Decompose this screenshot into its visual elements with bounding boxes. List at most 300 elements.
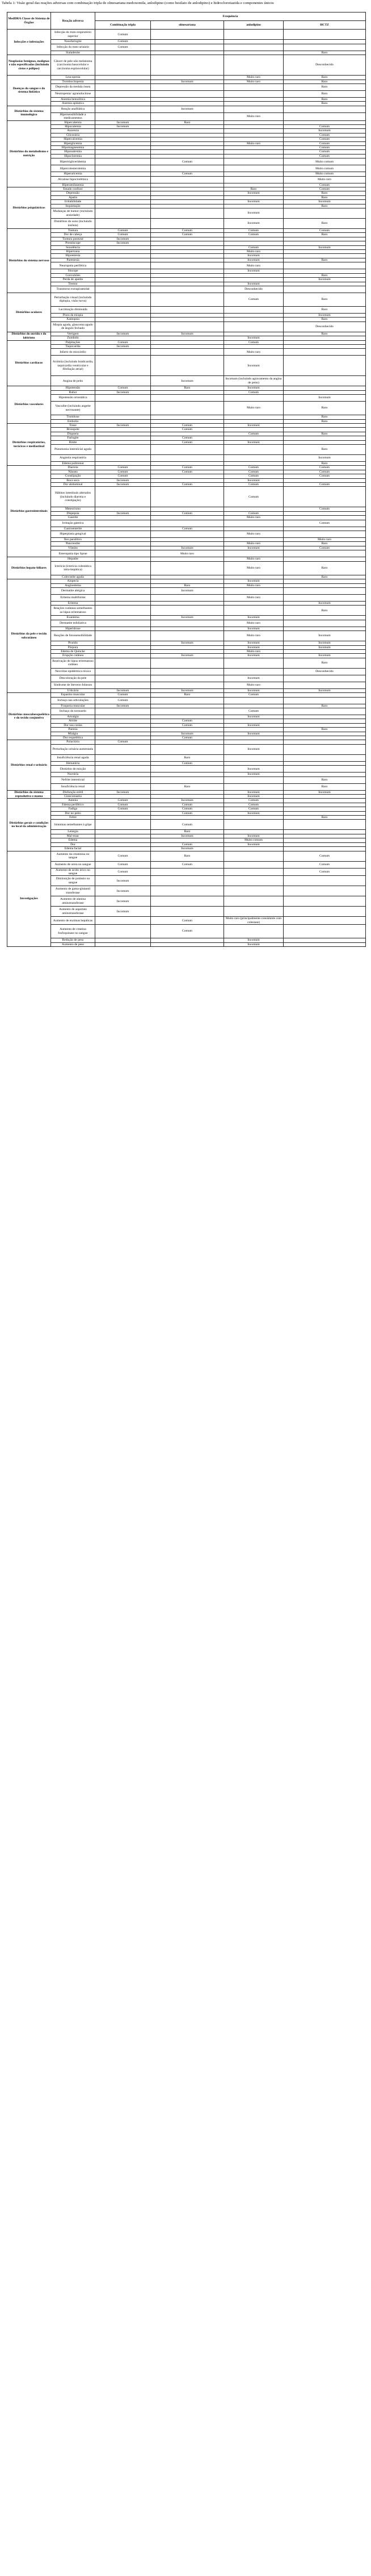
table-row xyxy=(7,606,366,616)
reaction-cell: Dispneia xyxy=(51,432,95,436)
frequency-triple-cell xyxy=(95,97,151,101)
reaction-cell: Convulsões xyxy=(51,273,95,277)
frequency-olmesartan-cell xyxy=(151,102,224,106)
table-row xyxy=(7,191,366,195)
frequency-olmesartan-cell: Incomum xyxy=(151,641,224,645)
frequency-olmesartan-cell xyxy=(151,557,224,561)
reaction-cell: Miopia aguda, glaucoma agudo de ângulo fechado xyxy=(51,322,95,332)
reaction-cell: Hipotensão ortostática xyxy=(51,395,95,402)
frequency-triple-cell xyxy=(95,925,151,938)
table-row xyxy=(7,575,366,579)
frequency-amlodipine-cell: Comum xyxy=(224,466,284,470)
table-row xyxy=(7,542,366,546)
frequency-olmesartan-cell xyxy=(151,896,224,907)
frequency-triple-cell xyxy=(95,842,151,846)
frequency-olmesartan-cell xyxy=(151,838,224,842)
frequency-triple-cell xyxy=(95,445,151,455)
frequency-amlodipine-cell xyxy=(224,658,284,668)
frequency-hctz-cell xyxy=(284,803,366,807)
frequency-amlodipine-cell xyxy=(224,102,284,106)
frequency-amlodipine-cell xyxy=(224,145,284,149)
organ-class-cell: Distúrbios do sistema reprodutivo e mama xyxy=(7,790,51,799)
frequency-olmesartan-cell xyxy=(151,631,224,641)
table-row xyxy=(7,432,366,436)
reaction-cell: Anorexia xyxy=(51,129,95,133)
frequency-olmesartan-cell xyxy=(151,250,224,254)
frequency-olmesartan-cell: Comum xyxy=(151,917,224,925)
frequency-hctz-cell xyxy=(284,208,366,219)
frequency-triple-cell xyxy=(95,715,151,719)
frequency-triple-cell: Comum xyxy=(95,233,151,237)
frequency-olmesartan-cell xyxy=(151,254,224,258)
frequency-olmesartan-cell xyxy=(151,402,224,415)
header-triple: Combinação tripla xyxy=(95,21,151,30)
frequency-hctz-cell xyxy=(284,262,366,269)
frequency-hctz-cell xyxy=(284,286,366,293)
frequency-olmesartan-cell xyxy=(151,336,224,340)
frequency-amlodipine-cell xyxy=(224,158,284,165)
frequency-hctz-cell xyxy=(284,340,366,344)
reaction-cell: Descoloração da pele xyxy=(51,675,95,682)
reaction-cell: Aumento de creatina fosfoquinase no sangue xyxy=(51,925,95,938)
frequency-amlodipine-cell: Raro xyxy=(224,187,284,191)
reaction-cell: Tontura postural xyxy=(51,237,95,241)
frequency-olmesartan-cell: Comum xyxy=(151,233,224,237)
frequency-amlodipine-cell xyxy=(224,183,284,187)
reaction-cell: Neuropatia periférica xyxy=(51,262,95,269)
frequency-olmesartan-cell xyxy=(151,658,224,668)
frequency-olmesartan-cell: Comum xyxy=(151,466,224,470)
table-row xyxy=(7,390,366,394)
frequency-amlodipine-cell xyxy=(224,601,284,605)
frequency-amlodipine-cell: Muito raro xyxy=(224,402,284,415)
reaction-cell: Distúrbios do sono (incluindo insônia) xyxy=(51,219,95,229)
table-row xyxy=(7,594,366,601)
frequency-hctz-cell xyxy=(284,616,366,620)
frequency-hctz-cell: Comum xyxy=(284,483,366,487)
table-row xyxy=(7,106,366,112)
frequency-olmesartan-cell xyxy=(151,415,224,419)
frequency-triple-cell xyxy=(95,293,151,306)
frequency-olmesartan-cell xyxy=(151,432,224,436)
reaction-cell: Hipocalemia xyxy=(51,124,95,128)
table-caption: Tabela 1: Visão geral das reações adversas com combinação tripla de olmesartana medoxomila, anlodipino (como besilato de anlodipino) e hidroclorotiazida e componentes únicos xyxy=(2,1,274,5)
frequency-olmesartan-cell xyxy=(151,30,224,40)
reaction-cell: Hiperglicemia xyxy=(51,141,95,145)
frequency-amlodipine-cell: Incomum xyxy=(224,938,284,942)
frequency-hctz-cell xyxy=(284,112,366,120)
frequency-triple-cell xyxy=(95,336,151,340)
table-row xyxy=(7,557,366,561)
organ-class-cell: Distúrbios psiquiátricos xyxy=(7,187,51,229)
frequency-hctz-cell: Raro xyxy=(284,606,366,616)
frequency-amlodipine-cell: Incomum xyxy=(224,645,284,649)
frequency-hctz-cell xyxy=(284,740,366,744)
frequency-amlodipine-cell xyxy=(224,150,284,154)
reaction-cell: Noctúria xyxy=(51,773,95,776)
frequency-triple-cell: Comum xyxy=(95,693,151,697)
frequency-hctz-cell xyxy=(284,925,366,938)
frequency-triple-cell xyxy=(95,349,151,356)
table-row xyxy=(7,847,366,851)
table-row xyxy=(7,474,366,478)
frequency-olmesartan-cell xyxy=(151,697,224,704)
frequency-olmesartan-cell xyxy=(151,487,224,507)
frequency-hctz-cell xyxy=(284,938,366,942)
frequency-hctz-cell xyxy=(284,587,366,594)
frequency-hctz-cell xyxy=(284,723,366,727)
reaction-cell: Hiperidrose xyxy=(51,627,95,631)
reaction-cell: Trombose xyxy=(51,415,95,419)
table-row xyxy=(7,723,366,727)
reaction-cell: Fraqueza muscular xyxy=(51,704,95,708)
frequency-hctz-cell: Raro xyxy=(284,258,366,262)
reaction-cell: Aumento de gama-glutamil transferase xyxy=(51,886,95,896)
frequency-amlodipine-cell: Muito raro xyxy=(224,631,284,641)
frequency-amlodipine-cell: Comum xyxy=(224,803,284,807)
frequency-hctz-cell: Comum xyxy=(284,150,366,154)
frequency-triple-cell xyxy=(95,112,151,120)
frequency-olmesartan-cell xyxy=(151,55,224,76)
frequency-hctz-cell: Raro xyxy=(284,445,366,455)
frequency-amlodipine-cell: Comum xyxy=(224,229,284,233)
table-body xyxy=(7,30,366,947)
frequency-amlodipine-cell: Incomum xyxy=(224,641,284,645)
frequency-hctz-cell xyxy=(284,531,366,538)
frequency-amlodipine-cell: Incomum xyxy=(224,627,284,631)
reaction-cell: Gastroenterite xyxy=(51,527,95,531)
organ-class-cell: Distúrbios do ouvido e do labirinto xyxy=(7,332,51,340)
frequency-triple-cell xyxy=(95,129,151,133)
frequency-hctz-cell: Incomum xyxy=(284,654,366,658)
frequency-olmesartan-cell xyxy=(151,44,224,51)
table-row xyxy=(7,318,366,322)
reaction-cell: Alopecia xyxy=(51,579,95,583)
reaction-cell: Vômito xyxy=(51,546,95,550)
frequency-amlodipine-cell: Comum xyxy=(224,245,284,249)
frequency-triple-cell: Incomum xyxy=(95,704,151,708)
frequency-amlodipine-cell: Incomum xyxy=(224,356,284,376)
frequency-hctz-cell xyxy=(284,282,366,286)
frequency-amlodipine-cell: Muito raro xyxy=(224,594,284,601)
frequency-olmesartan-cell: Comum xyxy=(151,842,224,846)
reaction-cell: Hipertrigliceridemia xyxy=(51,158,95,165)
frequency-triple-cell xyxy=(95,106,151,112)
table-row xyxy=(7,649,366,653)
frequency-amlodipine-cell xyxy=(224,668,284,675)
frequency-triple-cell xyxy=(95,723,151,727)
frequency-hctz-cell: Incomum xyxy=(284,313,366,317)
frequency-olmesartan-cell xyxy=(151,51,224,55)
frequency-olmesartan-cell xyxy=(151,740,224,744)
frequency-olmesartan-cell: Comum xyxy=(151,436,224,440)
reaction-cell: Vertigem xyxy=(51,332,95,336)
table-row xyxy=(7,440,366,444)
frequency-olmesartan-cell: Comum xyxy=(151,736,224,740)
frequency-hctz-cell xyxy=(284,820,366,830)
organ-class-cell: Distúrbios do metabolismo e nutrição xyxy=(7,120,51,187)
frequency-hctz-cell xyxy=(284,838,366,842)
table-row xyxy=(7,487,366,507)
reaction-cell: Polaciúria xyxy=(51,740,95,744)
frequency-hctz-cell: Raro xyxy=(284,783,366,790)
frequency-hctz-cell: Comum xyxy=(284,124,366,128)
frequency-triple-cell xyxy=(95,322,151,332)
frequency-amlodipine-cell xyxy=(224,462,284,466)
reaction-cell: Dermatite esfoliativa xyxy=(51,620,95,627)
table-row xyxy=(7,803,366,807)
reaction-cell: Aumento de ácido úrico no sangue xyxy=(51,868,95,876)
frequency-triple-cell xyxy=(95,795,151,799)
reaction-cell: Colecistite aguda xyxy=(51,575,95,579)
frequency-triple-cell: Comum xyxy=(95,861,151,868)
frequency-triple-cell xyxy=(95,183,151,187)
frequency-hctz-cell: Raro xyxy=(284,97,366,101)
reaction-cell: Gastrite xyxy=(51,516,95,520)
frequency-amlodipine-cell: Comum xyxy=(224,233,284,237)
frequency-hctz-cell: Raro xyxy=(284,432,366,436)
frequency-hctz-cell: Raro xyxy=(284,776,366,783)
frequency-triple-cell xyxy=(95,356,151,376)
table-row xyxy=(7,150,366,154)
frequency-olmesartan-cell xyxy=(151,601,224,605)
frequency-amlodipine-cell xyxy=(224,428,284,432)
frequency-hctz-cell: Desconhecido xyxy=(284,55,366,76)
frequency-amlodipine-cell: Incomum xyxy=(224,688,284,692)
reaction-cell: Pancreatite xyxy=(51,542,95,546)
frequency-olmesartan-cell xyxy=(151,269,224,273)
frequency-hctz-cell: Incomum xyxy=(284,790,366,794)
reaction-cell: Diminuição de potássio no sangue xyxy=(51,876,95,886)
reaction-cell: Paresia xyxy=(51,728,95,732)
reaction-cell: Mudanças de humor (incluindo ansiedade) xyxy=(51,208,95,219)
table-row xyxy=(7,90,366,97)
table-row xyxy=(7,728,366,732)
frequency-hctz-cell xyxy=(284,440,366,444)
frequency-olmesartan-cell xyxy=(151,286,224,293)
frequency-hctz-cell xyxy=(284,842,366,846)
reaction-cell: Anemia hemolítica xyxy=(51,97,95,101)
reaction-cell: Insuficiência renal aguda xyxy=(51,754,95,761)
frequency-olmesartan-cell: Incomum xyxy=(151,654,224,658)
table-row xyxy=(7,462,366,466)
frequency-hctz-cell xyxy=(284,766,366,773)
frequency-triple-cell xyxy=(95,620,151,627)
table-row xyxy=(7,129,366,133)
frequency-amlodipine-cell xyxy=(224,273,284,277)
reaction-cell: Hipocloremia xyxy=(51,154,95,158)
frequency-amlodipine-cell: Muito raro xyxy=(224,583,284,587)
frequency-amlodipine-cell: Comum xyxy=(224,470,284,474)
frequency-olmesartan-cell xyxy=(151,675,224,682)
table-row xyxy=(7,102,366,106)
frequency-triple-cell: Comum xyxy=(95,803,151,807)
frequency-olmesartan-cell xyxy=(151,816,224,820)
frequency-olmesartan-cell: Comum xyxy=(151,511,224,515)
reaction-cell: Piora da miopia xyxy=(51,313,95,317)
table-row xyxy=(7,97,366,101)
table-row xyxy=(7,876,366,886)
frequency-olmesartan-cell: Incomum xyxy=(151,688,224,692)
frequency-olmesartan-cell xyxy=(151,76,224,80)
frequency-amlodipine-cell: Comum xyxy=(224,693,284,697)
frequency-olmesartan-cell: Incomum xyxy=(151,376,224,386)
frequency-triple-cell: Incomum xyxy=(95,511,151,515)
table-row xyxy=(7,851,366,861)
frequency-triple-cell xyxy=(95,80,151,83)
reaction-cell: Púrpura xyxy=(51,645,95,649)
frequency-hctz-cell: Raro xyxy=(284,293,366,306)
frequency-triple-cell xyxy=(95,83,151,90)
frequency-hctz-cell: Muito comum xyxy=(284,172,366,176)
frequency-olmesartan-cell xyxy=(151,704,224,708)
frequency-hctz-cell: Comum xyxy=(284,229,366,233)
frequency-olmesartan-cell: Comum xyxy=(151,440,224,444)
frequency-amlodipine-cell: Incomum xyxy=(224,423,284,427)
frequency-olmesartan-cell: Comum xyxy=(151,723,224,727)
frequency-triple-cell xyxy=(95,269,151,273)
reaction-cell: Infecção do trato respiratório superior xyxy=(51,30,95,40)
frequency-amlodipine-cell xyxy=(224,318,284,322)
frequency-olmesartan-cell xyxy=(151,507,224,511)
frequency-triple-cell: Comum xyxy=(95,30,151,40)
table-row xyxy=(7,773,366,776)
reaction-cell: Inquietação xyxy=(51,204,95,208)
reaction-cell: Vasculite (incluindo angeíte necrosante) xyxy=(51,402,95,415)
frequency-triple-cell xyxy=(95,195,151,199)
frequency-hctz-cell: Raro xyxy=(284,51,366,55)
frequency-olmesartan-cell: Incomum xyxy=(151,847,224,851)
frequency-olmesartan-cell: Comum xyxy=(151,719,224,723)
frequency-olmesartan-cell xyxy=(151,474,224,478)
frequency-amlodipine-cell: Comum xyxy=(224,487,284,507)
reaction-cell: Hipercolesterolemia xyxy=(51,165,95,172)
frequency-amlodipine-cell xyxy=(224,154,284,158)
table-row xyxy=(7,790,366,794)
reaction-cell: Nasofaringite xyxy=(51,40,95,44)
frequency-olmesartan-cell xyxy=(151,649,224,653)
frequency-hctz-cell xyxy=(284,847,366,851)
frequency-hctz-cell: Raro xyxy=(284,191,366,195)
frequency-triple-cell: Incomum xyxy=(95,478,151,482)
table-row xyxy=(7,550,366,557)
frequency-amlodipine-cell xyxy=(224,106,284,112)
organ-class-cell: Neoplasias benignas, malignas e não especificadas (incluindo cistos e pólipos) xyxy=(7,55,51,76)
reaction-cell: Bronquite xyxy=(51,428,95,432)
table-row xyxy=(7,336,366,340)
frequency-hctz-cell: Raro xyxy=(284,233,366,237)
organ-class-cell: Distúrbios vasculares xyxy=(7,386,51,424)
table-row xyxy=(7,478,366,482)
reaction-cell: Boca seca xyxy=(51,478,95,482)
frequency-triple-cell xyxy=(95,516,151,520)
frequency-triple-cell xyxy=(95,219,151,229)
table-row xyxy=(7,641,366,645)
frequency-amlodipine-cell: Comum xyxy=(224,511,284,515)
table-row xyxy=(7,340,366,344)
frequency-triple-cell xyxy=(95,631,151,641)
frequency-olmesartan-cell: Comum xyxy=(151,527,224,531)
frequency-hctz-cell xyxy=(284,795,366,799)
frequency-amlodipine-cell xyxy=(224,697,284,704)
reaction-cell: Aumento de ureia no sangue xyxy=(51,861,95,868)
frequency-hctz-cell xyxy=(284,527,366,531)
frequency-olmesartan-cell xyxy=(151,790,224,794)
frequency-amlodipine-cell xyxy=(224,847,284,851)
table-row xyxy=(7,466,366,470)
table-row xyxy=(7,428,366,432)
frequency-hctz-cell xyxy=(284,40,366,44)
table-row xyxy=(7,538,366,542)
reaction-cell: Aumento de alanina aminotransferase xyxy=(51,896,95,907)
table-row xyxy=(7,776,366,783)
frequency-amlodipine-cell xyxy=(224,322,284,332)
frequency-amlodipine-cell xyxy=(224,507,284,511)
frequency-amlodipine-cell: Comum xyxy=(224,340,284,344)
frequency-amlodipine-cell xyxy=(224,455,284,462)
table-row xyxy=(7,719,366,723)
frequency-hctz-cell xyxy=(284,693,366,697)
frequency-olmesartan-cell xyxy=(151,395,224,402)
frequency-amlodipine-cell: Incomum xyxy=(224,811,284,815)
frequency-amlodipine-cell: Incomum xyxy=(224,478,284,482)
frequency-triple-cell xyxy=(95,76,151,80)
frequency-olmesartan-cell: Incomum xyxy=(151,80,224,83)
frequency-hctz-cell: Incomum xyxy=(284,395,366,402)
frequency-olmesartan-cell xyxy=(151,538,224,542)
reaction-cell: Leucopenia xyxy=(51,76,95,80)
reaction-cell: Dermatite alérgica xyxy=(51,587,95,594)
frequency-amlodipine-cell xyxy=(224,124,284,128)
frequency-amlodipine-cell: Incomum xyxy=(224,790,284,794)
reaction-cell: Síncope xyxy=(51,269,95,273)
frequency-hctz-cell: Incomum xyxy=(284,455,366,462)
frequency-triple-cell xyxy=(95,165,151,172)
frequency-triple-cell: Comum xyxy=(95,740,151,744)
header-amlodipine: anlodipino xyxy=(224,21,284,30)
frequency-triple-cell xyxy=(95,531,151,538)
frequency-hctz-cell: Muito comum xyxy=(284,165,366,172)
frequency-triple-cell xyxy=(95,90,151,97)
frequency-triple-cell: Incomum xyxy=(95,688,151,692)
table-row xyxy=(7,172,366,176)
frequency-triple-cell xyxy=(95,462,151,466)
frequency-hctz-cell xyxy=(284,106,366,112)
reaction-cell: Depressão da medula óssea xyxy=(51,83,95,90)
frequency-triple-cell xyxy=(95,550,151,557)
reaction-cell: Hematúria xyxy=(51,761,95,765)
table-row xyxy=(7,237,366,241)
frequency-amlodipine-cell: Muito raro xyxy=(224,557,284,561)
organ-class-cell: Distúrbios oculares xyxy=(7,293,51,332)
frequency-hctz-cell: Raro xyxy=(284,332,366,336)
frequency-hctz-cell xyxy=(284,349,366,356)
frequency-olmesartan-cell xyxy=(151,40,224,44)
frequency-hctz-cell: Comum xyxy=(284,466,366,470)
table-row xyxy=(7,30,366,40)
frequency-amlodipine-cell xyxy=(224,754,284,761)
frequency-triple-cell xyxy=(95,627,151,631)
frequency-triple-cell xyxy=(95,649,151,653)
frequency-amlodipine-cell xyxy=(224,761,284,765)
organ-class-cell: Distúrbios da pele e tecido subcutâneo xyxy=(7,579,51,693)
reaction-cell: Febre xyxy=(51,816,95,820)
frequency-amlodipine-cell: Comum xyxy=(224,708,284,715)
frequency-olmesartan-cell xyxy=(151,344,224,348)
frequency-olmesartan-cell: Incomum xyxy=(151,587,224,594)
reaction-cell: Estado confuso xyxy=(51,187,95,191)
frequency-olmesartan-cell: Comum xyxy=(151,229,224,233)
